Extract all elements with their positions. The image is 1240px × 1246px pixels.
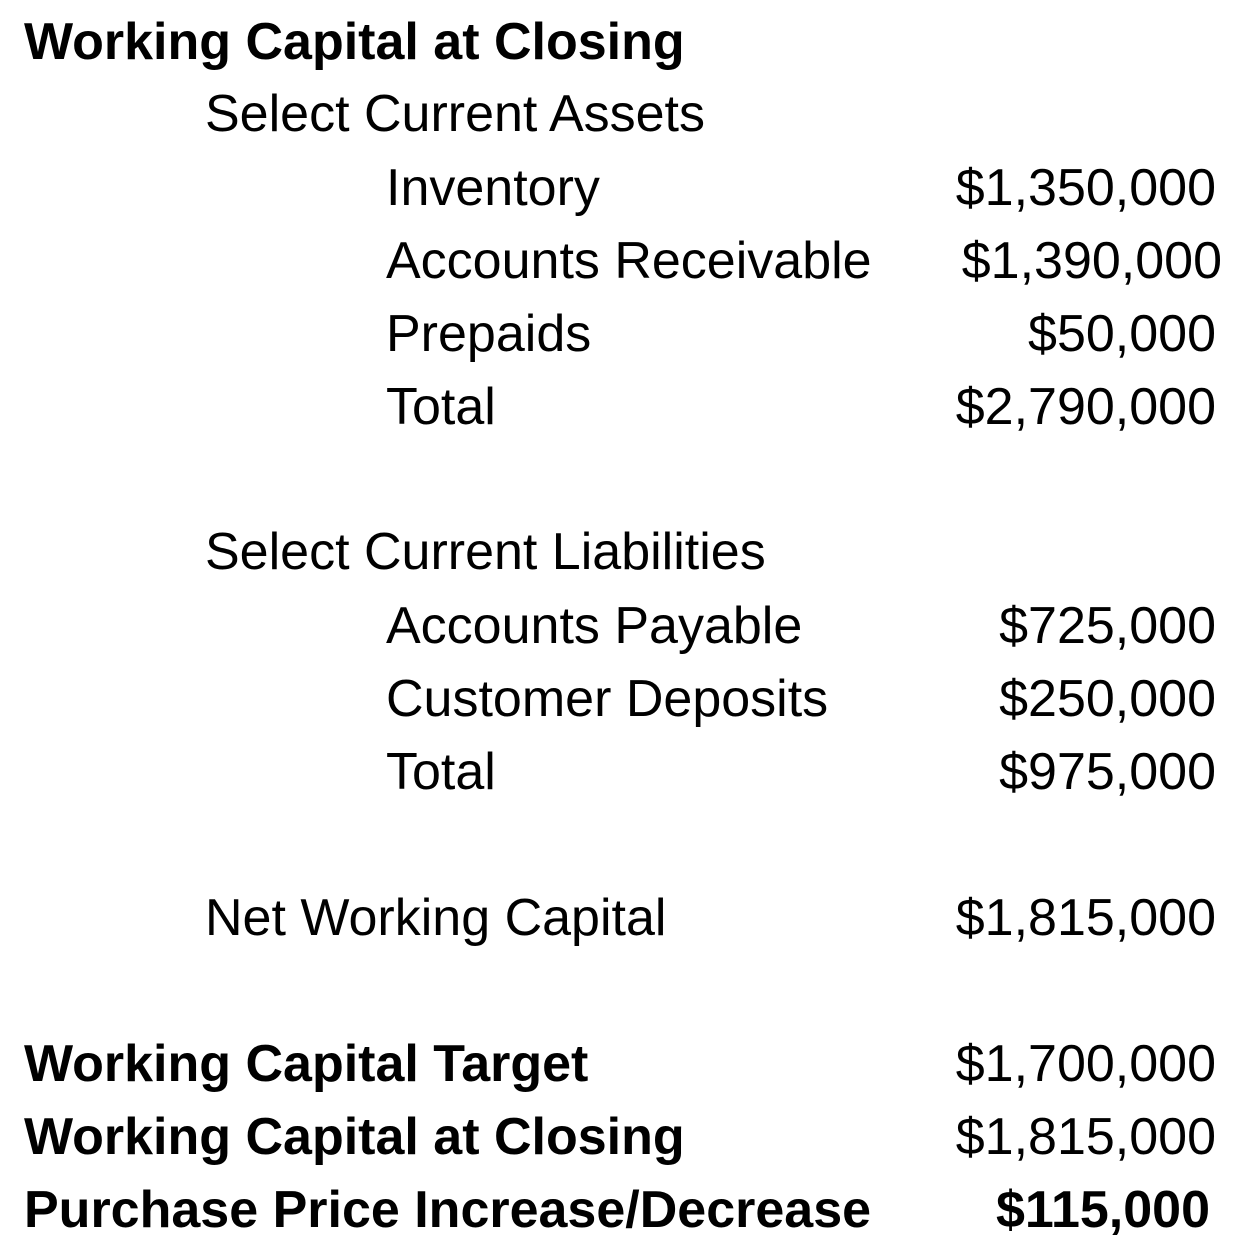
summary-value: $1,815,000 bbox=[955, 1108, 1216, 1166]
asset-total-value: $2,790,000 bbox=[955, 378, 1216, 436]
liability-total-label: Total bbox=[386, 743, 496, 801]
asset-value: $1,350,000 bbox=[955, 159, 1216, 217]
asset-value: $1,390,000 bbox=[961, 232, 1222, 290]
assets-heading: Select Current Assets bbox=[205, 85, 705, 143]
asset-value: $50,000 bbox=[1028, 305, 1216, 363]
net-working-capital-label: Net Working Capital bbox=[205, 889, 667, 947]
summary-value: $115,000 bbox=[995, 1181, 1210, 1239]
asset-label: Accounts Receivable bbox=[386, 232, 872, 290]
liabilities-heading: Select Current Liabilities bbox=[205, 523, 766, 581]
liability-value: $725,000 bbox=[999, 597, 1216, 655]
net-working-capital-value: $1,815,000 bbox=[955, 889, 1216, 947]
asset-label: Prepaids bbox=[386, 305, 592, 363]
asset-total-label: Total bbox=[386, 378, 496, 436]
liability-label: Accounts Payable bbox=[386, 597, 803, 655]
asset-label: Inventory bbox=[386, 159, 600, 217]
summary-label: Purchase Price Increase/Decrease bbox=[24, 1181, 872, 1239]
liability-label: Customer Deposits bbox=[386, 670, 829, 728]
summary-label: Working Capital at Closing bbox=[24, 1108, 685, 1166]
liability-total-value: $975,000 bbox=[999, 743, 1216, 801]
summary-label: Working Capital Target bbox=[24, 1035, 589, 1093]
liability-value: $250,000 bbox=[999, 670, 1216, 728]
summary-value: $1,700,000 bbox=[955, 1035, 1216, 1093]
page-title: Working Capital at Closing bbox=[24, 13, 685, 71]
